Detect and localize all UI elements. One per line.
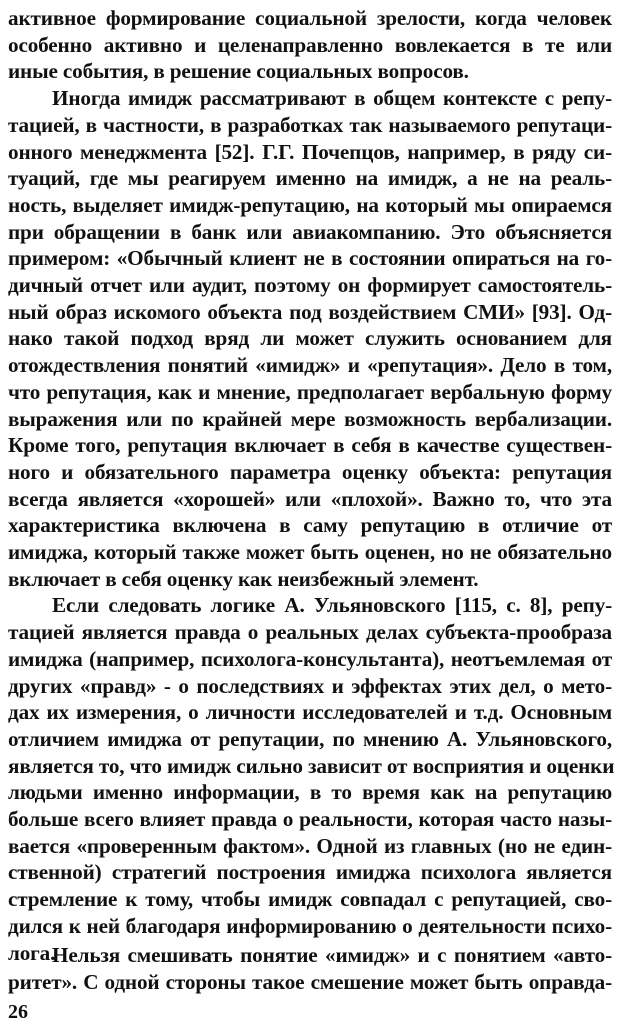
text-line: дичный отчет или аудит, поэтому он формирует самостоятель- [8, 273, 612, 297]
text-line: дился к ней благодаря информированию о деятельности психо- [8, 913, 612, 938]
text-line: что репутация, как и мнение, предполагает вербальную форму [8, 379, 612, 404]
text-line: Кроме того, репутация включает в себя в качестве существен- [8, 433, 612, 458]
text-line-clipped: ритет». С одной стороны такое смешение может быть оправда- [8, 970, 612, 994]
paragraph-start-line: Если следовать логике А. Ульяновского [115, с. 8], репу- [52, 593, 612, 618]
paragraph-start-line: Иногда имидж рассматривают в общем контексте с репу- [52, 86, 612, 111]
text-line: выражения или по крайней мере возможность вербализации. [8, 406, 612, 431]
text-line: ность, выделяет имидж-репутацию, на который мы опираемся [8, 192, 612, 217]
text-line: ственной) стратегий построения имиджа психолога является [8, 860, 612, 885]
book-page [8, 0, 615, 1027]
text-line: ный образ искомого объекта под воздействием СМИ» [93]. Од- [8, 299, 612, 324]
text-line: тацией является правда о реальных делах субъекта-прообраза [8, 620, 612, 645]
text-line: характеристика включена в саму репутацию в отличие от [8, 513, 612, 538]
text-line: туаций, где мы реагируем именно на имидж, а не на реаль- [8, 166, 612, 191]
text-line: всегда является «хорошей» или «плохой». Важно то, что эта [8, 486, 612, 511]
text-line: вается «проверенным фактом». Одной из главных (но не един- [8, 833, 612, 858]
text-line: тацией, в частности, в разработках так называемого репутаци- [8, 112, 612, 137]
text-line: больше всего влияет правда о реальности, которая часто назы- [8, 807, 612, 831]
text-line: людьми именно информации, в то время как на репутацию [8, 780, 612, 805]
text-line: нако такой подход вряд ли может служить основанием для [8, 326, 612, 351]
text-line: дах их измерения, о личности исследователей и т.д. Основным [8, 700, 612, 725]
text-line: при обращении в банк или авиакомпанию. Это объясняется [8, 219, 612, 244]
text-line: стремление к тому, чтобы имидж совпадал с репутацией, сво- [8, 887, 612, 912]
text-line: иные события, в решение социальных вопросов. [8, 59, 469, 84]
text-line: имиджа (например, психолога-консультанта), неотъемлемая от [8, 646, 612, 671]
text-line: отличием имиджа от репутации, по мнению А. Ульяновского, [8, 726, 612, 751]
text-line: активное формирование социальной зрелости, когда человек [8, 6, 612, 30]
page-number: 26 [8, 1001, 28, 1023]
text-line: других «правд» - о последствиях и эффектах этих дел, о мето- [8, 673, 612, 698]
text-line: особенно активно и целенаправленно вовлекается в те или [8, 32, 612, 57]
text-line: включает в себя оценку как неизбежный элемент. [8, 566, 479, 591]
text-line: онного менеджмента [52]. Г.Г. Почепцов, например, в ряду си- [8, 139, 612, 164]
text-line: лога. [8, 940, 56, 965]
text-line: ного и обязательного параметра оценку объекта: репутация [8, 459, 612, 484]
text-line: отождествления понятий «имидж» и «репутация». Дело в том, [8, 353, 612, 378]
paragraph-start-line: Нельзя смешивать понятие «имидж» и с понятием «авто- [52, 943, 612, 967]
text-line: примером: «Обычный клиент не в состоянии опираться на го- [8, 246, 612, 271]
text-line: является то, что имидж сильно зависит от восприятия и оценки [8, 753, 615, 778]
text-line: имиджа, который также может быть оценен, но не обязательно [8, 540, 612, 564]
